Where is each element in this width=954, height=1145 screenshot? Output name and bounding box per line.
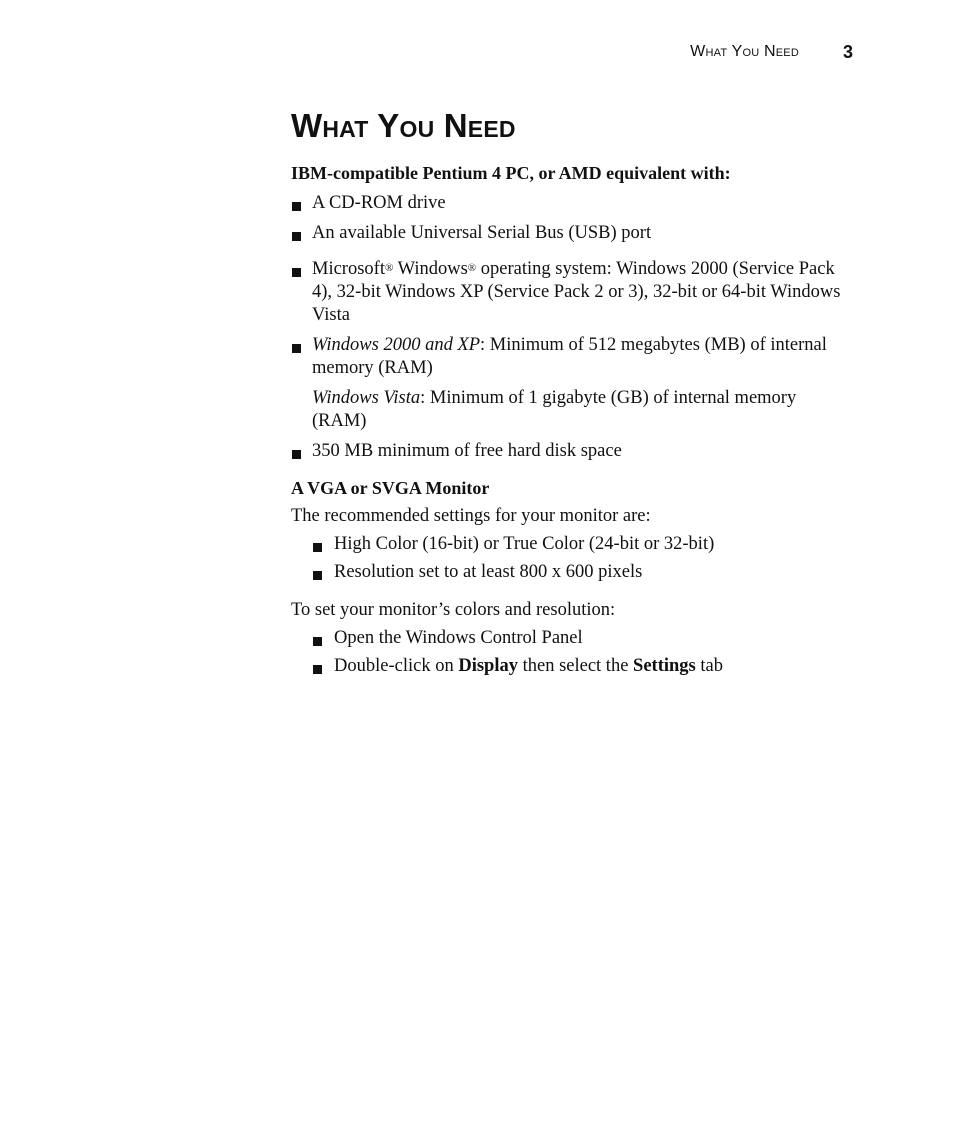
monitor-heading: A VGA or SVGA Monitor <box>291 478 490 498</box>
running-head <box>600 41 853 65</box>
registered-mark: ® <box>467 262 477 274</box>
registered-mark: ® <box>384 262 394 274</box>
list-item <box>291 533 853 557</box>
list-item <box>291 627 853 651</box>
set-intro: To set your monitor’s colors and resolution: <box>291 600 616 620</box>
list-item-text: Open the Windows Control Panel <box>334 628 583 648</box>
bullet-square-icon <box>313 543 322 552</box>
list-item-text: Resolution set to at least 800 x 600 pixels <box>334 562 643 582</box>
list-item <box>291 561 853 585</box>
list-item-text: Windows 2000 and XP: Minimum of 512 megabytes (MB) of internal memory (RAM) <box>312 335 827 378</box>
memory-vista-paragraph: Windows Vista: Minimum of 1 gigabyte (GB) of internal memory (RAM) <box>312 388 797 431</box>
settings-label: Settings <box>633 656 696 676</box>
system-requirements-heading: IBM-compatible Pentium 4 PC, or AMD equivalent with: <box>291 163 731 183</box>
bullet-square-icon <box>292 202 301 211</box>
running-head-title: What You Need <box>690 43 799 60</box>
list-item <box>291 440 853 464</box>
list-item-text: Microsoft® Windows® operating system: Windows 2000 (Service Pack 4), 32-bit Windows XP (Service Pack 2 or 3), 32-bit or 64-bit Windows Vista <box>312 259 841 325</box>
list-item-text: 350 MB minimum of free hard disk space <box>312 441 622 461</box>
page-number: 3 <box>842 42 853 62</box>
list-item-text: High Color (16-bit) or True Color (24-bit or 32-bit) <box>334 534 715 554</box>
bullet-square-icon <box>313 637 322 646</box>
bullet-square-icon <box>292 232 301 241</box>
list-item-text: Double-click on Display then select the Settings tab <box>334 656 723 676</box>
list-item <box>291 192 853 216</box>
list-item <box>291 655 853 679</box>
monitor-intro: The recommended settings for your monitor are: <box>291 506 651 526</box>
list-item-text: An available Universal Serial Bus (USB) port <box>312 223 652 243</box>
bullet-square-icon <box>292 450 301 459</box>
display-label: Display <box>458 656 518 676</box>
page-title: What You Need <box>291 107 516 144</box>
list-item <box>291 222 853 246</box>
bullet-square-icon <box>292 344 301 353</box>
bullet-square-icon <box>313 571 322 580</box>
bullet-square-icon <box>292 268 301 277</box>
list-item-text: A CD-ROM drive <box>312 193 446 213</box>
bullet-square-icon <box>313 665 322 674</box>
list-item-os <box>291 258 853 328</box>
list-item-memory <box>291 334 853 382</box>
